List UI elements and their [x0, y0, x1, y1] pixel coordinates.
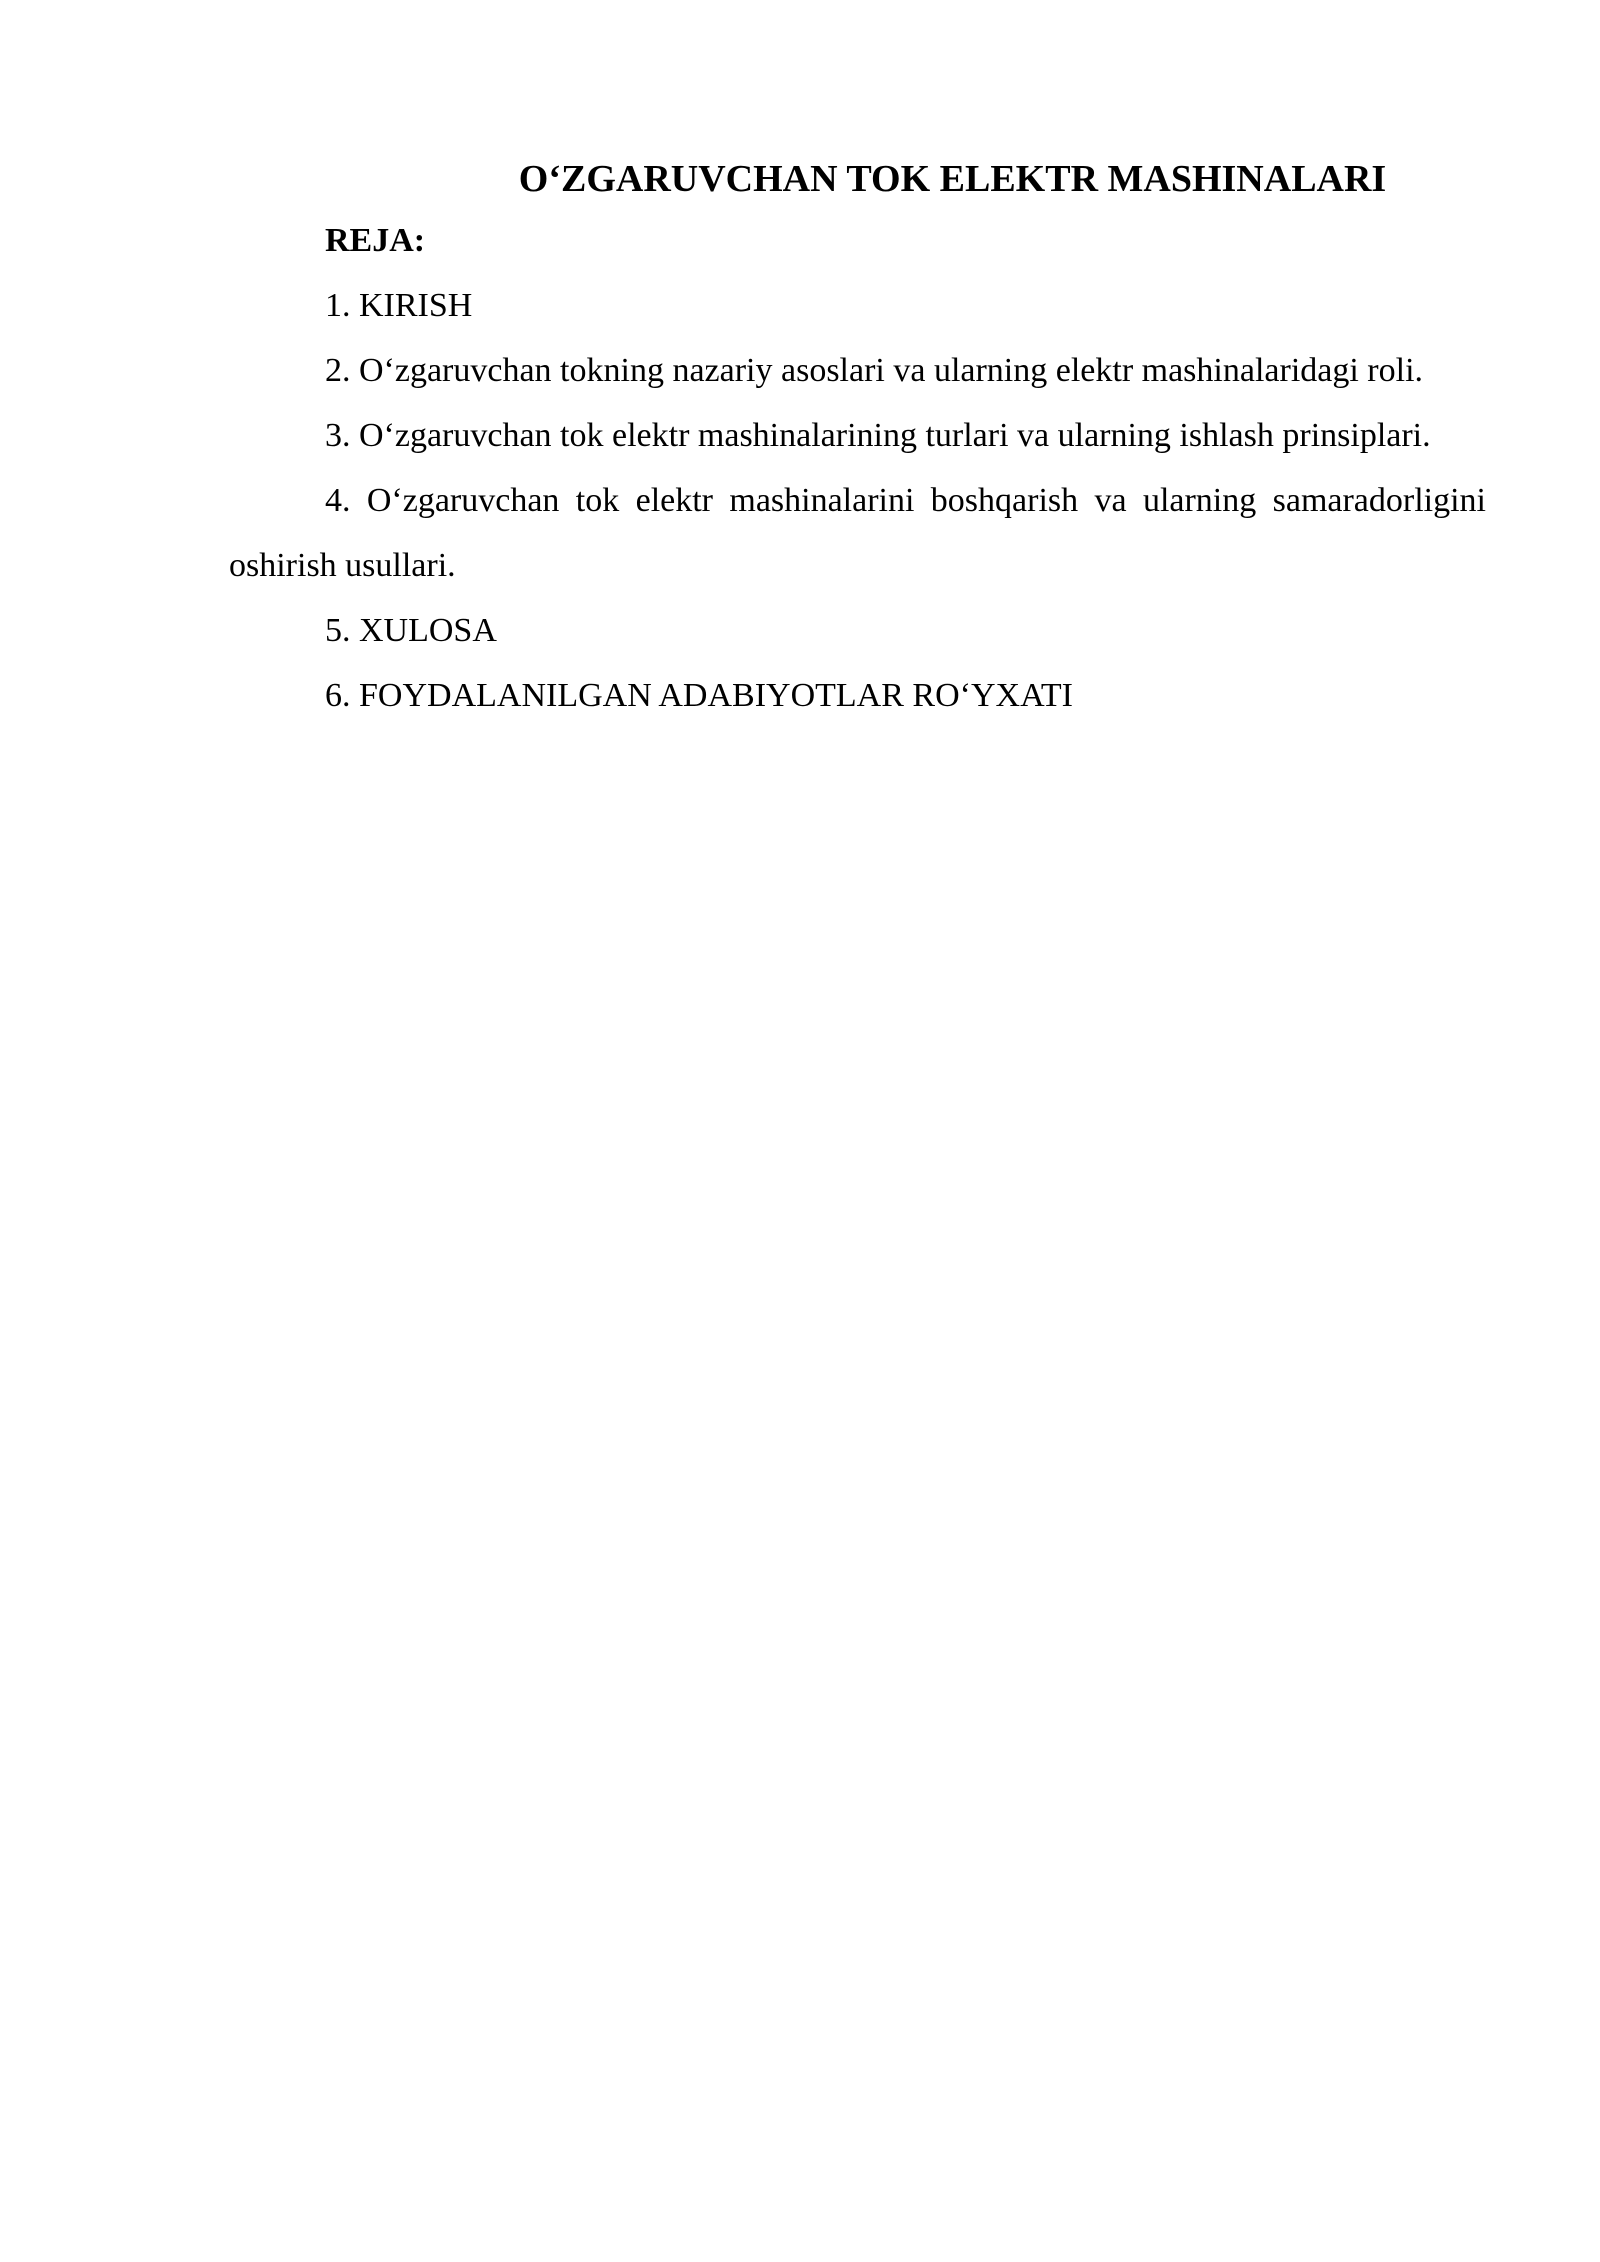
plan-item-introduction: 1. KIRISH — [325, 287, 473, 324]
plan-item-conclusion: 5. XULOSA — [325, 612, 497, 649]
document-title: O‘ZGARUVCHAN TOK ELEKTR MASHINALARI — [518, 158, 1387, 200]
document-content — [229, 150, 1486, 728]
plan-item-references: 6. FOYDALANILGAN ADABIYOTLAR RO‘YXATI — [325, 677, 1073, 714]
plan-item-control: 4. O‘zgaruvchan tok elektr mashinalarini boshqarish va ularning samaradorligini oshirish usullari. — [229, 482, 1486, 584]
plan-heading: REJA: — [325, 222, 426, 259]
plan-item-theory: 2. O‘zgaruvchan tokning nazariy asoslari va ularning elektr mashinalaridagi roli. — [325, 352, 1424, 389]
plan-item-types: 3. O‘zgaruvchan tok elektr mashinalarining turlari va ularning ishlash prinsiplari. — [325, 417, 1431, 454]
